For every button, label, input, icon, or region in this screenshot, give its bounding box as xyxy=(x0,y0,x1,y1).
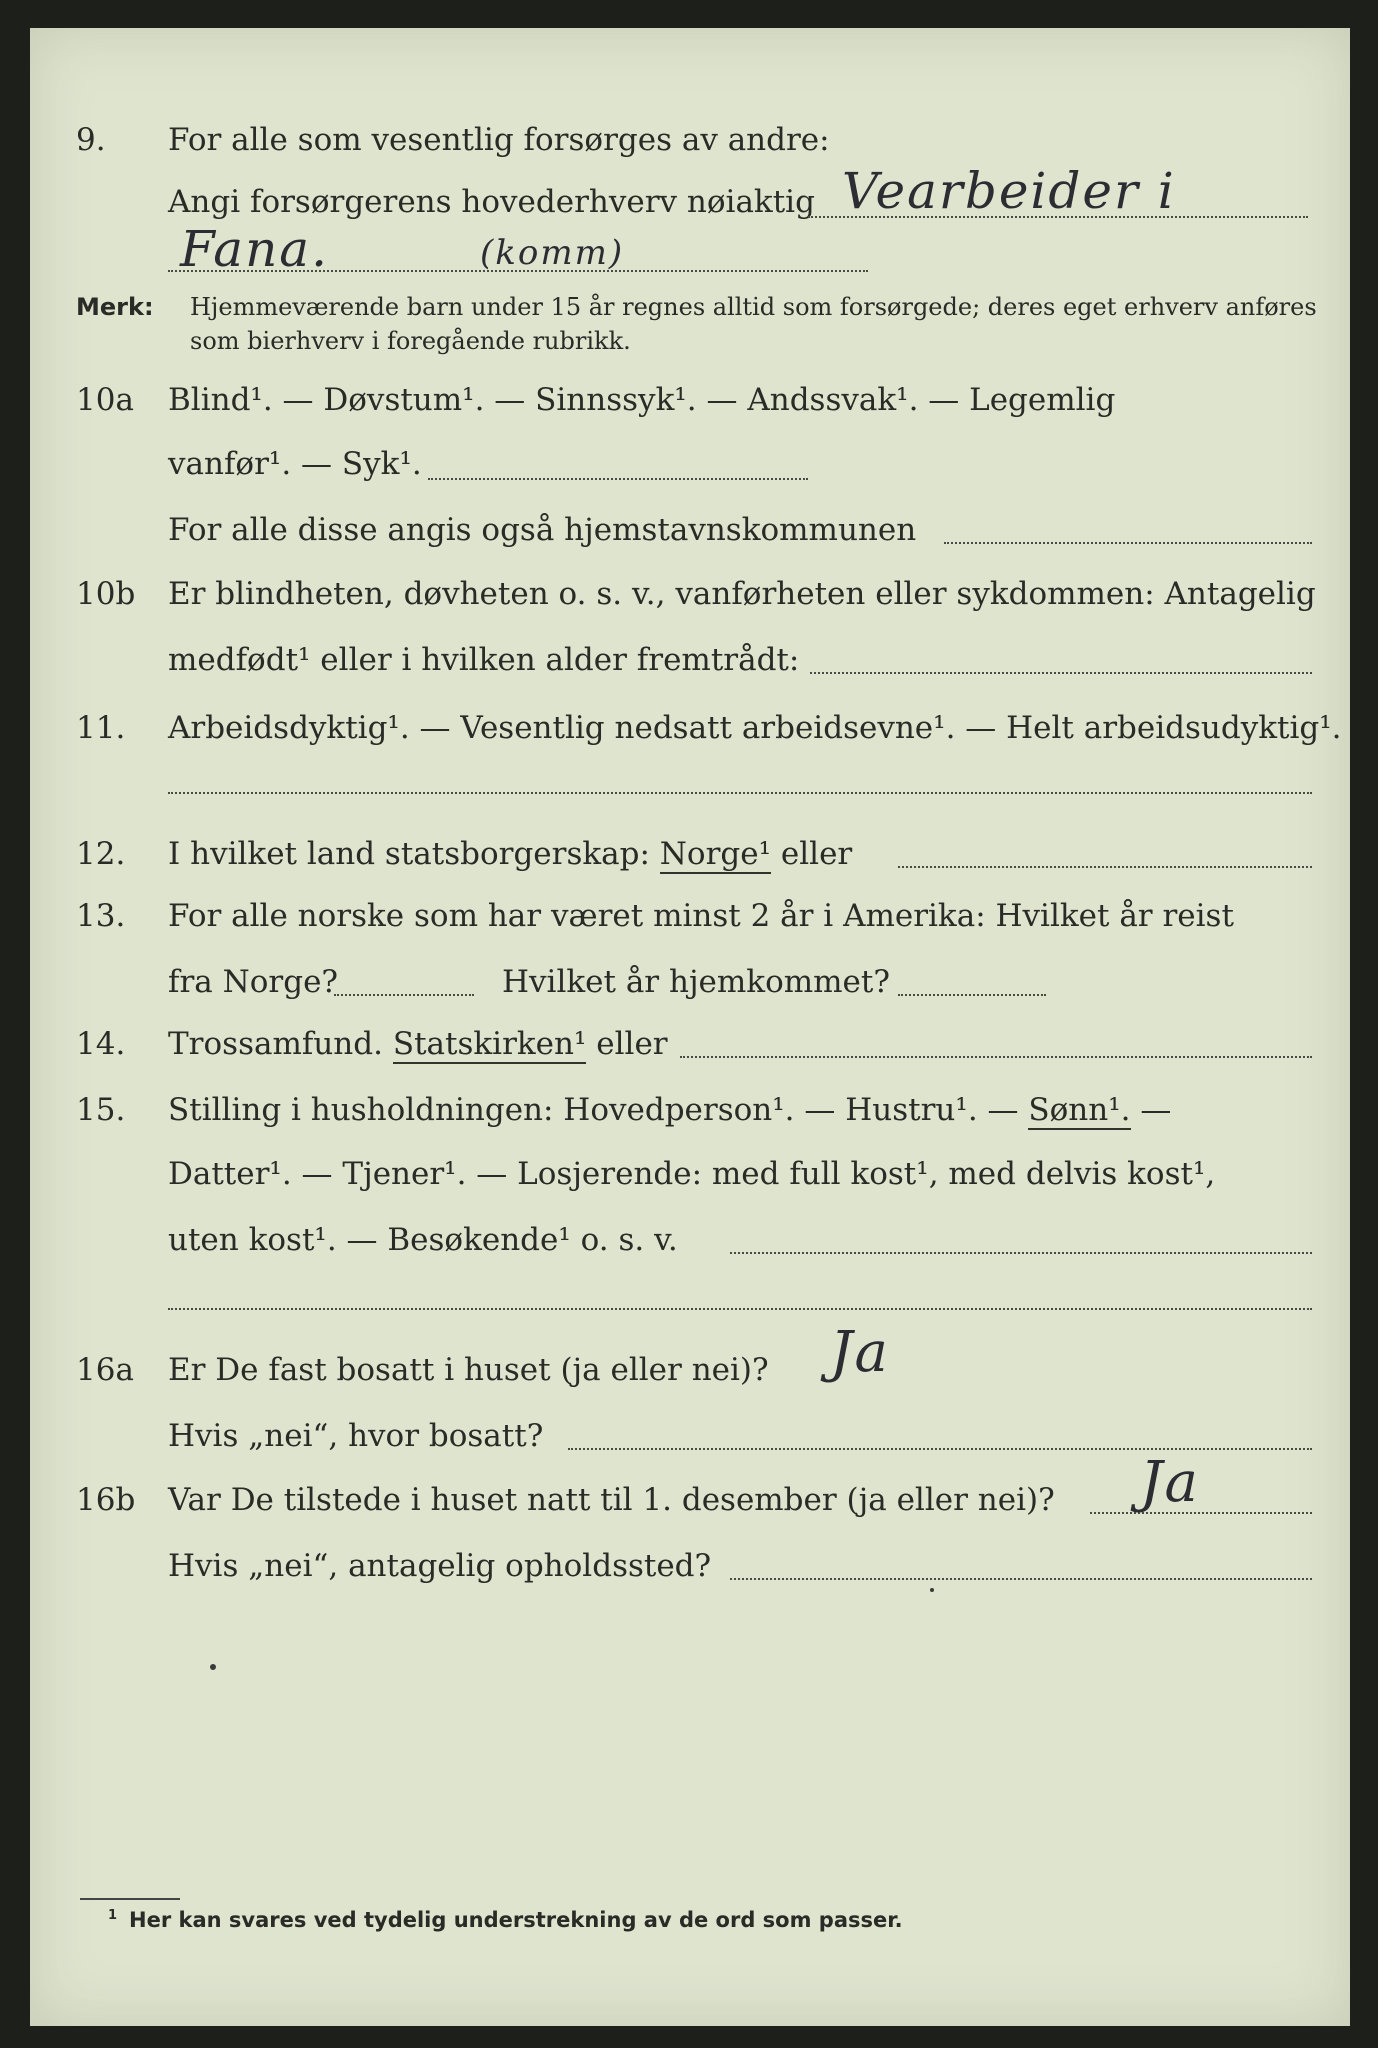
answer-line xyxy=(944,542,1312,544)
question-number: 15. xyxy=(76,1092,126,1128)
census-form-page xyxy=(30,28,1350,2026)
answer-line xyxy=(730,1252,1312,1254)
question-text: vanfør¹. — Syk¹. xyxy=(168,446,422,482)
handwritten-answer: Ja xyxy=(830,1320,890,1385)
question-text: Var De tilstede i huset natt til 1. desember (ja eller nei)? xyxy=(168,1482,1055,1518)
note-label: Merk: xyxy=(76,293,154,321)
question-text: Datter¹. — Tjener¹. — Losjerende: med full kost¹, med delvis kost¹, xyxy=(168,1156,1216,1192)
question-text: Angi forsørgerens hovederhverv nøiaktig xyxy=(168,184,815,220)
question-text: Hvilket år hjemkommet? xyxy=(502,964,890,1000)
handwritten-answer: (komm) xyxy=(480,233,625,273)
question-text: fra Norge? xyxy=(168,964,339,1000)
footnote-mark: 1 xyxy=(108,1908,118,1923)
question-text: Trossamfund. Statskirken¹ eller xyxy=(168,1026,668,1062)
ink-speck xyxy=(210,1664,216,1670)
question-text: Stilling i husholdningen: Hovedperson¹. — Hustru¹. — Sønn¹. — xyxy=(168,1092,1172,1128)
question-number: 9. xyxy=(76,122,106,158)
ink-speck xyxy=(930,1588,934,1592)
question-number: 16b xyxy=(76,1482,136,1518)
question-number: 12. xyxy=(76,836,126,872)
question-text: Er De fast bosatt i huset (ja eller nei)? xyxy=(168,1352,769,1388)
footnote-text: Her kan svares ved tydelig understrekning av de ord som passer. xyxy=(129,1908,903,1932)
question-text: For alle som vesentlig forsørges av andre: xyxy=(168,122,830,158)
handwritten-answer: Fana. xyxy=(180,220,330,278)
question-text: Blind¹. — Døvstum¹. — Sinnssyk¹. — Andssvak¹. — Legemlig xyxy=(168,382,1116,418)
question-number: 11. xyxy=(76,710,126,746)
footnote xyxy=(108,1908,903,1932)
answer-line xyxy=(168,792,1312,794)
footnote-rule xyxy=(80,1898,180,1900)
answer-line xyxy=(730,1578,1312,1580)
question-number: 10b xyxy=(76,576,136,612)
question-text: For alle norske som har været minst 2 år i Amerika: Hvilket år reist xyxy=(168,898,1234,934)
question-text: Hvis „nei“, hvor bosatt? xyxy=(168,1418,544,1454)
answer-line xyxy=(334,994,474,996)
answer-line xyxy=(810,672,1312,674)
question-number: 14. xyxy=(76,1026,126,1062)
answer-line xyxy=(680,1056,1312,1058)
underlined-choice: Norge¹ xyxy=(659,836,772,872)
answer-line xyxy=(898,866,1312,868)
underlined-choice: Sønn¹. xyxy=(1028,1092,1131,1128)
underlined-choice: Statskirken¹ xyxy=(392,1026,587,1062)
question-number: 10a xyxy=(76,382,134,418)
question-text: Er blindheten, døvheten o. s. v., vanførheten eller sykdommen: Antagelig xyxy=(168,576,1316,612)
answer-line xyxy=(568,1448,1312,1450)
question-text: For alle disse angis også hjemstavnskommunen xyxy=(168,512,917,548)
question-number: 13. xyxy=(76,898,126,934)
note-text: Hjemmeværende barn under 15 år regnes alltid som forsørgede; deres eget erhverv anføres som bierhverv i foregående rubrikk. xyxy=(190,293,1317,355)
handwritten-answer: Vearbeider i xyxy=(842,162,1176,220)
question-text: Hvis „nei“, antagelig opholdssted? xyxy=(168,1548,712,1584)
question-text: uten kost¹. — Besøkende¹ o. s. v. xyxy=(168,1222,678,1258)
question-number: 16a xyxy=(76,1352,134,1388)
answer-line xyxy=(1090,1512,1312,1514)
handwritten-answer: Ja xyxy=(1140,1450,1200,1515)
question-text: Arbeidsdyktig¹. — Vesentlig nedsatt arbeidsevne¹. — Helt arbeidsudyktig¹. xyxy=(168,710,1342,746)
answer-line xyxy=(168,1308,1312,1310)
question-text: medfødt¹ eller i hvilken alder fremtrådt: xyxy=(168,642,800,678)
question-text: I hvilket land statsborgerskap: Norge¹ eller xyxy=(168,836,853,872)
answer-line xyxy=(428,478,808,480)
answer-line xyxy=(898,994,1046,996)
